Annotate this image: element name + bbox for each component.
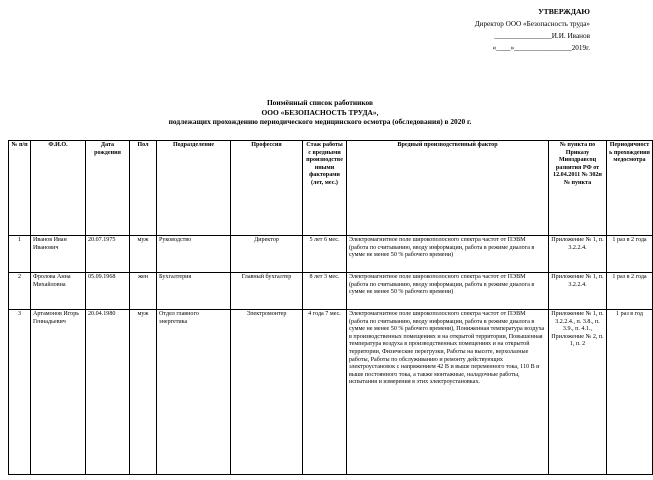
approval-block bbox=[420, 6, 590, 54]
cell-num: 1 bbox=[9, 236, 31, 273]
cell-factor: Электромагнитное поле широкополосного спектра частот от ПЭВМ (работа по считыванию, вводу информации, работа в режиме диалога в сумме не менее 50 % рабочего времени) bbox=[347, 236, 549, 273]
title-line-1: Поимённый список работников bbox=[266, 98, 374, 107]
cell-clause: Приложение № 1, п. 3.2.2.4., п. 3.8., п. 3.9., п. 4.1., Приложение № 2, п. 1, п. 2 bbox=[549, 310, 607, 475]
cell-profession: Директор bbox=[231, 236, 303, 273]
cell-period: 1 раз в год bbox=[607, 310, 653, 475]
table-row bbox=[9, 236, 653, 273]
cell-dob: 05.09.1968 bbox=[86, 273, 130, 310]
header-dept: Подразделение bbox=[157, 141, 231, 236]
cell-name: Артамонов Игорь Геннадьевич bbox=[31, 310, 86, 475]
cell-num: 3 bbox=[9, 310, 31, 475]
cell-dob: 20.07.1975 bbox=[86, 236, 130, 273]
header-experience: Стаж работы с вредными производственными факторами (лет, мес.) bbox=[303, 141, 347, 236]
header-clause: № пункта по Приказу Минздравсоц развития РФ от 12.04.2011 № 302н № пункта bbox=[549, 141, 607, 236]
table-row bbox=[9, 310, 653, 475]
cell-name: Иванов Иван Иванович bbox=[31, 236, 86, 273]
cell-dob: 20.04.1980 bbox=[86, 310, 130, 475]
approval-signature: ________________И.И. Иванов bbox=[494, 32, 590, 40]
cell-sex: муж bbox=[130, 310, 157, 475]
cell-dept: Бухгалтерия bbox=[157, 273, 231, 310]
cell-sex: жен bbox=[130, 273, 157, 310]
cell-factor: Электромагнитное поле широкополосного спектра частот от ПЭВМ (работа по считыванию, вводу информации, работа в режиме диалога в сумме не менее 50 % рабочего времени), Пониженная температура воздуха в производственных помещениях и на открытой территории, Повышенная температура воздуха в производственных помещениях и на открытой территории, Физические перегрузки, Работы на высоте, верхолазные работы, Работы по обслуживанию и ремонту действующих электроустановок с напряжением 42 В и выше переменного тока, 110 В и выше постоянного тока, а также монтажные, наладочные работы, испытания и измерения в этих электроустановках. bbox=[347, 310, 549, 475]
document-title bbox=[60, 98, 580, 127]
cell-clause: Приложение № 1, п. 3.2.2.4. bbox=[549, 236, 607, 273]
cell-factor: Электромагнитное поле широкополосного спектра частот от ПЭВМ (работа по считыванию, вводу информации, работа в режиме диалога в сумме не менее 50 % рабочего времени) bbox=[347, 273, 549, 310]
cell-experience: 4 года 7 мес. bbox=[303, 310, 347, 475]
cell-experience: 8 лет 3 мес. bbox=[303, 273, 347, 310]
approval-heading: УТВЕРЖДАЮ bbox=[538, 7, 590, 16]
header-name: Ф.И.О. bbox=[31, 141, 86, 236]
employee-table bbox=[8, 140, 653, 475]
header-dob: Дата рождения bbox=[86, 141, 130, 236]
cell-dept: Руководство bbox=[157, 236, 231, 273]
cell-profession: Электромонтер bbox=[231, 310, 303, 475]
cell-experience: 5 лет 6 мес. bbox=[303, 236, 347, 273]
header-sex: Пол bbox=[130, 141, 157, 236]
cell-profession: Главный бухгалтер bbox=[231, 273, 303, 310]
cell-num: 2 bbox=[9, 273, 31, 310]
approval-date: «____»________________2019г. bbox=[492, 44, 590, 52]
approval-position: Директор ООО «Безопасность труда» bbox=[474, 20, 590, 28]
header-factor: Вредный производственный фактор bbox=[347, 141, 549, 236]
cell-period: 1 раз в 2 года bbox=[607, 273, 653, 310]
table-header-row bbox=[9, 141, 653, 236]
title-line-3: подлежащих прохождению периодического медицинского осмотра (обследования) в 2020 г. bbox=[168, 117, 472, 126]
header-period: Периодичность прохождения медосмотра bbox=[607, 141, 653, 236]
title-line-2: ООО «БЕЗОПАСНОСТЬ ТРУДА», bbox=[261, 107, 379, 117]
table-row bbox=[9, 273, 653, 310]
header-num: № п/п bbox=[9, 141, 31, 236]
cell-clause: Приложение № 1, п. 3.2.2.4. bbox=[549, 273, 607, 310]
header-profession: Профессия bbox=[231, 141, 303, 236]
cell-name: Фролова Анна Михайловна bbox=[31, 273, 86, 310]
cell-dept: Отдел главного энергетика bbox=[157, 310, 231, 475]
cell-period: 1 раз в 2 года bbox=[607, 236, 653, 273]
cell-sex: муж bbox=[130, 236, 157, 273]
